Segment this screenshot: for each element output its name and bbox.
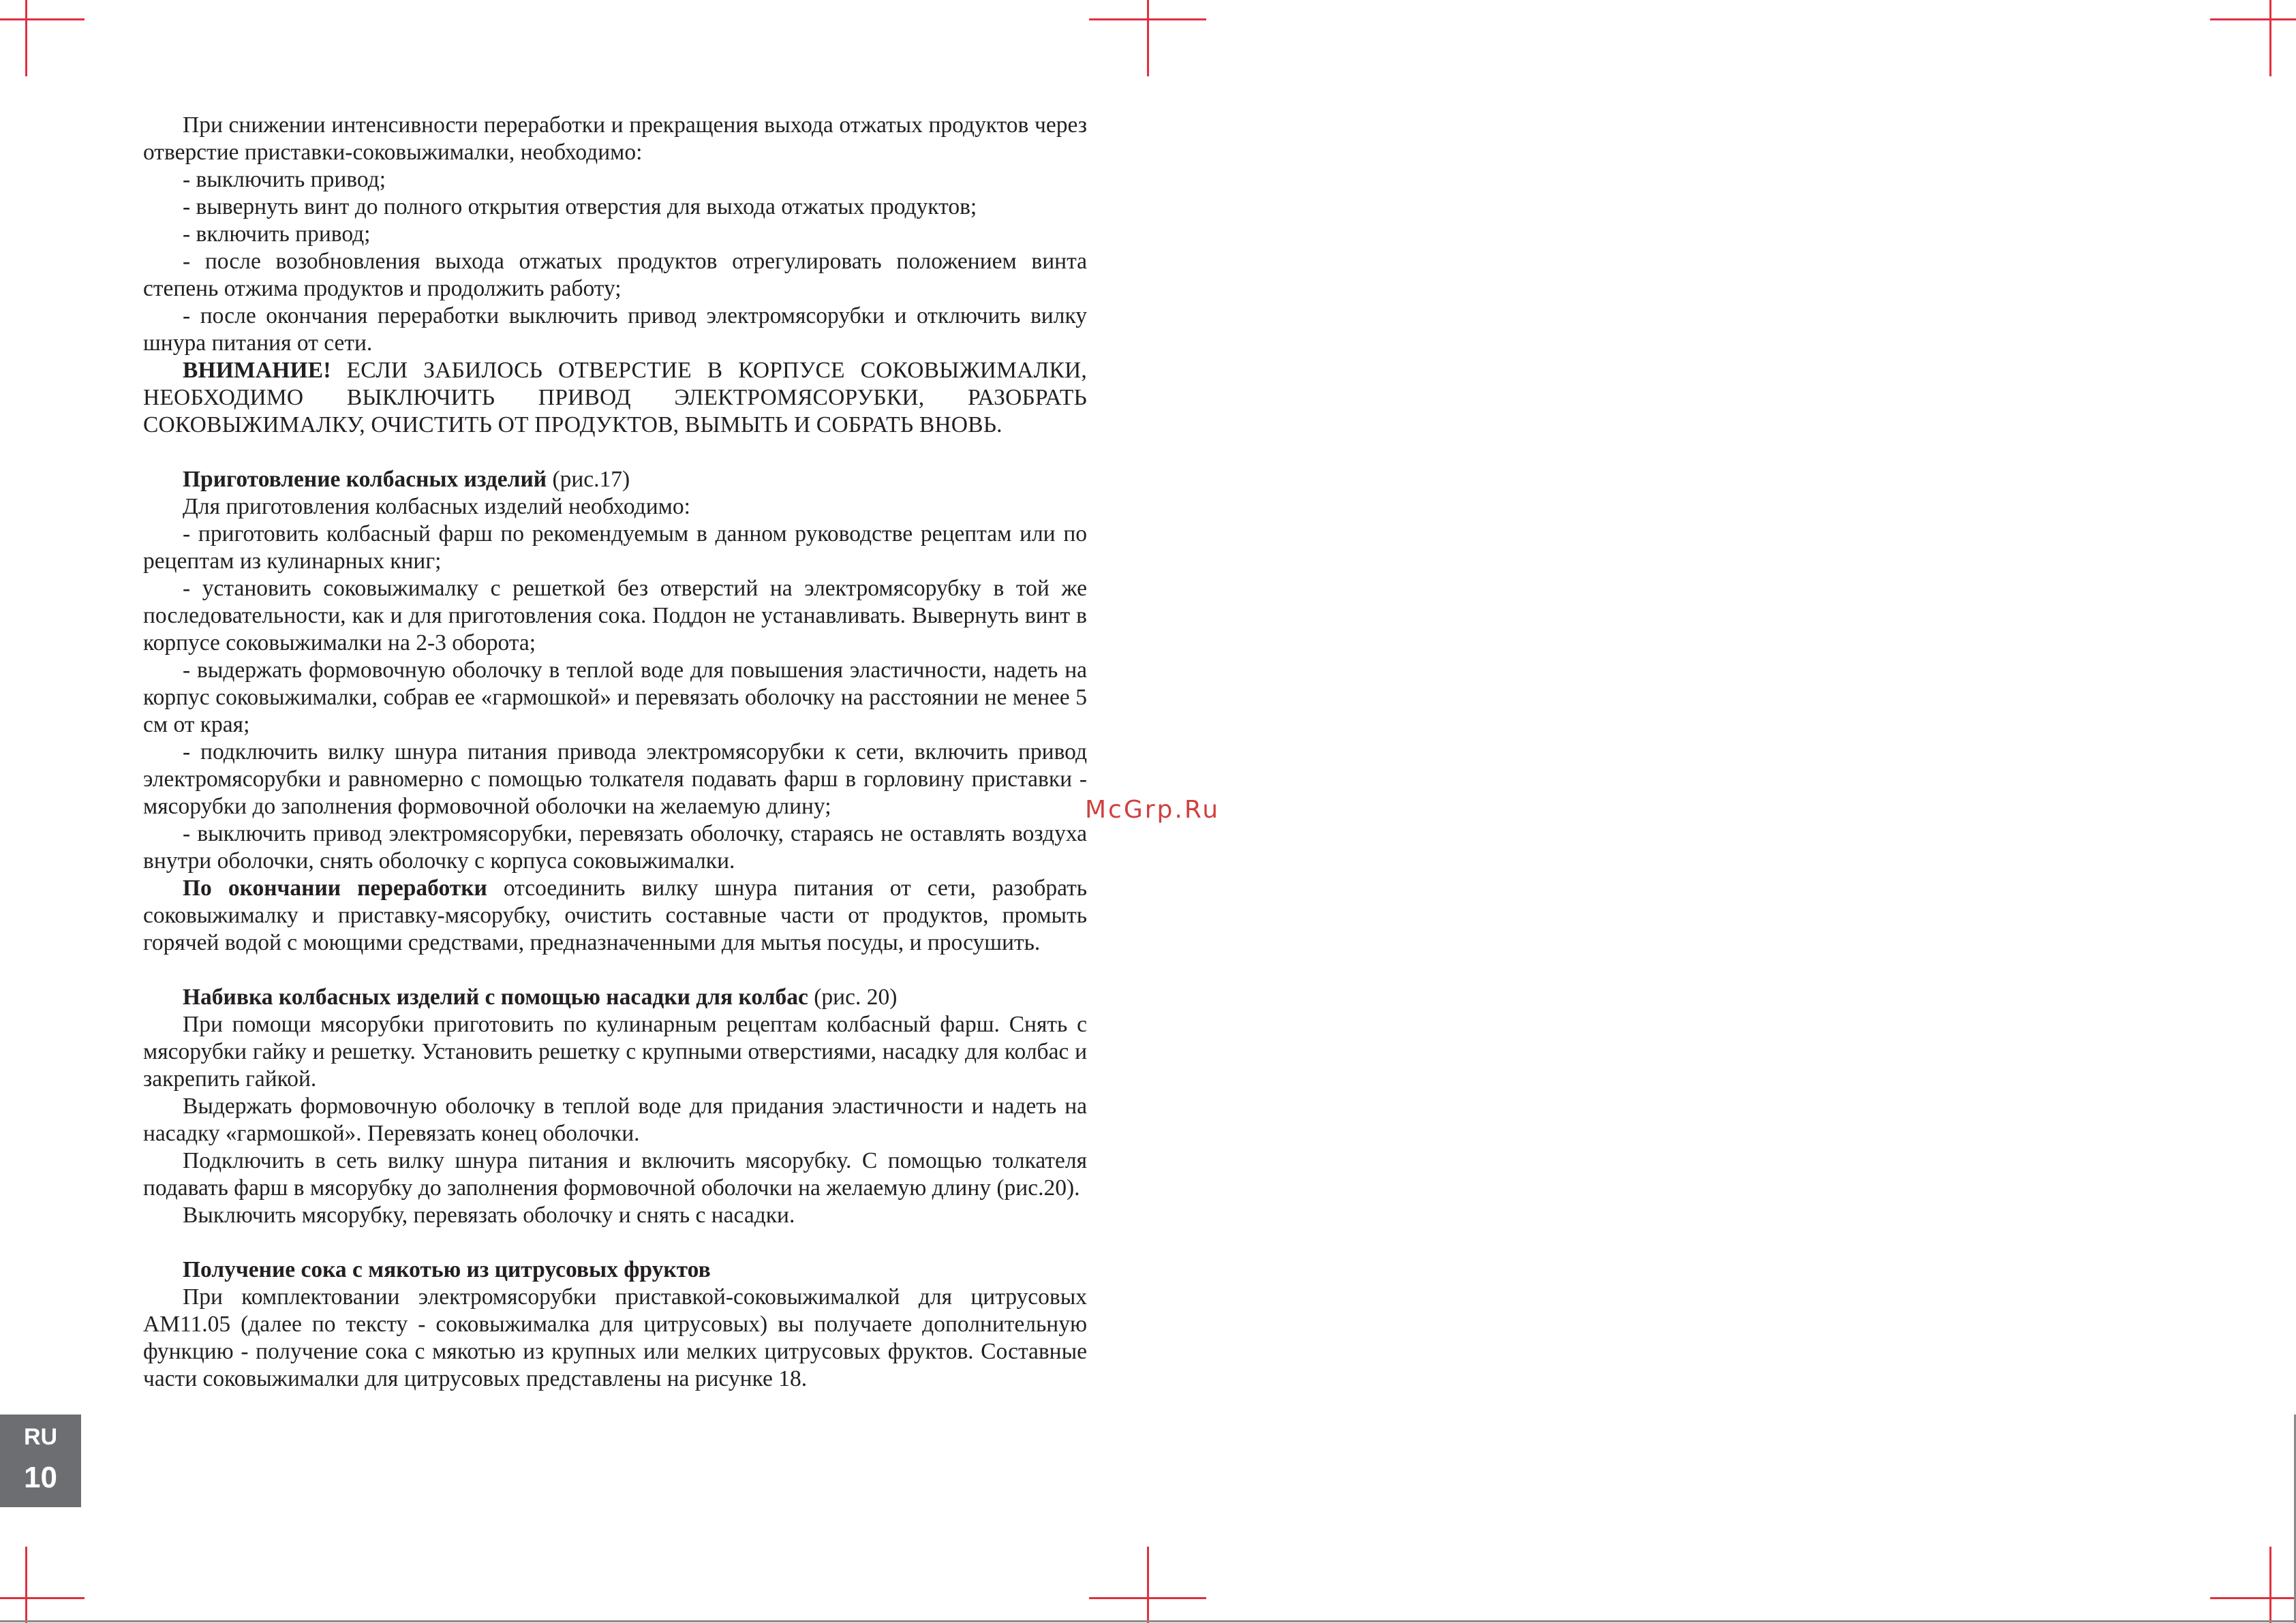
paragraph: Подключить в сеть вилку шнура питания и включить мясорубку. С помощью толкателя подавать фарш в мясорубку до заполнения формовочной оболочки на желаемую длину (рис.20).: [143, 1148, 1087, 1201]
paragraph: При комплектовании электромясорубки приставкой-соковыжималкой для цитрусовых АМ11.05 (далее по тексту - соковыжималка для цитрусовых) вы получаете дополнительную функцию - получение сока с мякотью из крупных или мелких цитрусовых фруктов. Составные части соковыжималки для цитрусовых представлены на рисунке 18.: [143, 1284, 1087, 1391]
list-item: - включить привод;: [183, 221, 371, 247]
list-item: - приготовить колбасный фарш по рекомендуемым в данном руководстве рецептам или по рецептам из кулинарных книг;: [143, 521, 1087, 574]
spacer: [143, 957, 1087, 984]
crop-mark-bottom-right-h: [2210, 1597, 2296, 1599]
page-edge-bottom: [0, 1620, 2296, 1622]
crop-mark-bottom-center-v: [1147, 1547, 1149, 1623]
section-heading-title: Набивка колбасных изделий с помощью насадки для колбас: [183, 985, 808, 1010]
paragraph: Выключить мясорубку, перевязать оболочку и снять с насадки.: [183, 1203, 795, 1228]
crop-mark-top-left-v: [25, 0, 27, 76]
section-heading-title: Приготовление колбасных изделий: [183, 467, 547, 492]
crop-mark-bottom-right-v: [2269, 1547, 2271, 1623]
manual-text-column: [143, 112, 1087, 1393]
paragraph: При помощи мясорубки приготовить по кулинарным рецептам колбасный фарш. Снять с мясорубки гайку и решетку. Установить решетку с крупными отверстиями, насадку для колбас и закрепить гайкой.: [143, 1012, 1087, 1092]
paragraph: Выдержать формовочную оболочку в теплой воде для придания эластичности и надеть на насадку «гармошкой». Перевязать конец оболочки.: [143, 1094, 1087, 1146]
crop-mark-top-right-v: [2269, 0, 2271, 76]
warning-label: ВНИМАНИЕ!: [183, 358, 331, 383]
page-number: 10: [24, 1461, 57, 1494]
language-label: RU: [23, 1424, 58, 1450]
section-heading-title: Получение сока с мякотью из цитрусовых фруктов: [183, 1257, 711, 1282]
crop-mark-top-right-h: [2210, 18, 2296, 20]
list-item: - после окончания переработки выключить привод электромясорубки и отключить вилку шнура питания от сети.: [143, 303, 1087, 356]
page-tab: [0, 1415, 81, 1507]
list-item: - выдержать формовочную оболочку в теплой воде для повышения эластичности, надеть на корпус соковыжималки, собрав ее «гармошкой» и перевязать оболочку на расстоянии не менее 5 см от края;: [143, 658, 1087, 737]
section-heading-stuffing: [143, 984, 1087, 1011]
paragraph: [143, 875, 1087, 957]
list-item: - установить соковыжималку с решеткой без отверстий на электромясорубку в той же последовательности, как и для приготовления сока. Поддон не устанавливать. Вывернуть винт в корпусе соковыжималки на 2-3 оборота;: [143, 576, 1087, 655]
watermark-text: McGrp.Ru: [1085, 796, 1221, 824]
figure-reference: (рис.17): [547, 467, 630, 492]
crop-mark-bottom-left-v: [25, 1547, 27, 1623]
section-heading-sausage: [143, 466, 1087, 493]
crop-mark-bottom-left-h: [0, 1597, 85, 1599]
paragraph-text: отсоединить вилку шнура питания от сети, разобрать соковыжималку и приставку-мясорубку, очистить составные части от продуктов, промыть горячей водой с моющими средствами, предназначенными для мытья посуды, и просушить.: [143, 876, 1088, 955]
warning-paragraph: [143, 357, 1087, 439]
warning-text: ЕСЛИ ЗАБИЛОСЬ ОТВЕРСТИЕ В КОРПУСЕ СОКОВЫЖИМАЛКИ, НЕОБХОДИМО ВЫКЛЮЧИТЬ ПРИВОД ЭЛЕКТРОМЯСОРУБКИ, РАЗОБРАТЬ СОКОВЫЖИМАЛКУ, ОЧИСТИТЬ ОТ ПРОДУКТОВ, ВЫМЫТЬ И СОБРАТЬ ВНОВЬ.: [143, 358, 1087, 437]
spacer: [143, 1229, 1087, 1256]
crop-mark-top-center-v: [1147, 0, 1149, 76]
paragraph: Для приготовления колбасных изделий необходимо:: [183, 494, 690, 519]
figure-reference: (рис. 20): [808, 985, 898, 1010]
bold-lead: По окончании переработки: [183, 876, 487, 901]
spacer: [143, 439, 1087, 466]
list-item: - после возобновления выхода отжатых продуктов отрегулировать положением винта степень отжима продуктов и продолжить работу;: [143, 249, 1087, 301]
section-heading-citrus: [143, 1256, 1087, 1284]
list-item: - подключить вилку шнура питания привода электромясорубки к сети, включить привод электромясорубки и равномерно с помощью толкателя подавать фарш в горловину приставки - мясорубки до заполнения формовочной оболочки на желаемую длину;: [143, 739, 1087, 819]
list-item: - вывернуть винт до полного открытия отверстия для выхода отжатых продуктов;: [183, 194, 977, 219]
crop-mark-top-left-h: [0, 18, 85, 20]
list-item: - выключить привод;: [183, 167, 386, 192]
list-item: - выключить привод электромясорубки, перевязать оболочку, стараясь не оставлять воздуха внутри оболочки, снять оболочку с корпуса соковыжималки.: [143, 821, 1087, 874]
paragraph: При снижении интенсивности переработки и прекращения выхода отжатых продуктов через отверстие приставки-соковыжималки, необходимо:: [143, 112, 1087, 165]
